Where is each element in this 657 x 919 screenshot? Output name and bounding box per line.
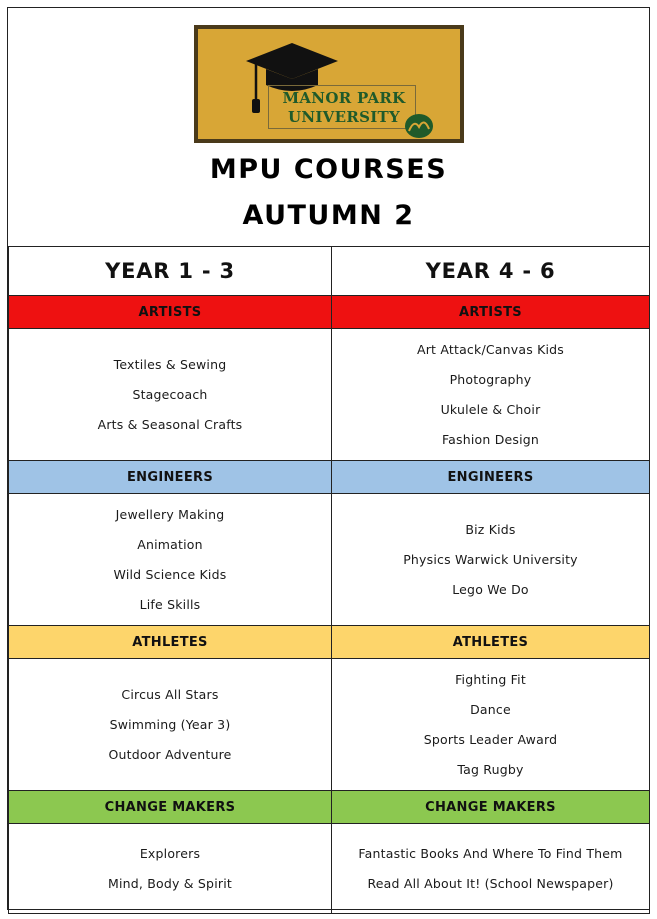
course-item: Read All About It! (School Newspaper): [367, 875, 614, 891]
course-item: Circus All Stars: [121, 686, 219, 702]
course-list: [9, 680, 331, 770]
category-label-change-makers-right: CHANGE MAKERS: [332, 791, 650, 824]
course-item: Jewellery Making: [115, 506, 225, 522]
course-item: Sports Leader Award: [423, 731, 558, 747]
course-list-row-athletes: [9, 659, 650, 791]
category-label-engineers-right: ENGINEERS: [332, 461, 650, 494]
category-label-engineers-left: ENGINEERS: [9, 461, 332, 494]
course-list-row-engineers: [9, 494, 650, 626]
course-list: [9, 350, 331, 440]
course-item: Fighting Fit: [455, 671, 526, 687]
header: [8, 8, 649, 246]
category-header-row-artists: [9, 296, 650, 329]
category-label-artists-right: ARTISTS: [332, 296, 650, 329]
course-item: Dance: [470, 701, 511, 717]
course-list: [332, 515, 649, 605]
course-item: Mind, Body & Spirit: [108, 875, 232, 891]
course-item: Physics Warwick University: [403, 551, 578, 567]
course-cell-artists-left: [9, 329, 332, 461]
category-header-row-engineers: [9, 461, 650, 494]
category-label-artists-left: ARTISTS: [9, 296, 332, 329]
category-label-athletes-right: ATHLETES: [332, 626, 650, 659]
course-cell-engineers-left: [9, 494, 332, 626]
category-header-row-change-makers: [9, 791, 650, 824]
course-item: Biz Kids: [465, 521, 516, 537]
course-cell-change-makers-left: [9, 824, 332, 914]
logo-name-line1: MANOR PARK: [282, 89, 406, 107]
course-list-row-change-makers: [9, 824, 650, 914]
course-list: [332, 665, 649, 785]
course-item: Animation: [137, 536, 203, 552]
category-label-athletes-left: ATHLETES: [9, 626, 332, 659]
course-list-row-artists: [9, 329, 650, 461]
year-header-row: [9, 247, 650, 296]
course-sheet: [7, 7, 650, 910]
course-list: [9, 500, 331, 620]
course-list: [9, 839, 331, 899]
category-label-change-makers-left: CHANGE MAKERS: [9, 791, 332, 824]
course-item: Life Skills: [139, 596, 201, 612]
course-item: Stagecoach: [132, 386, 208, 402]
category-rows: [9, 296, 650, 914]
course-table: [8, 246, 650, 914]
course-item: Fantastic Books And Where To Find Them: [358, 845, 623, 861]
course-item: Art Attack/Canvas Kids: [416, 341, 565, 357]
course-cell-athletes-left: [9, 659, 332, 791]
course-list: [332, 839, 649, 899]
course-item: Textiles & Sewing: [113, 356, 227, 372]
course-item: Tag Rugby: [457, 761, 524, 777]
course-item: Lego We Do: [452, 581, 529, 597]
logo-name: [274, 89, 414, 127]
course-item: Fashion Design: [441, 431, 540, 447]
university-logo: [194, 25, 464, 143]
course-item: Wild Science Kids: [113, 566, 227, 582]
page-title: MPU COURSES: [209, 154, 448, 185]
course-cell-athletes-right: [332, 659, 650, 791]
course-item: Explorers: [139, 845, 201, 861]
course-item: Arts & Seasonal Crafts: [97, 416, 243, 432]
course-item: Ukulele & Choir: [440, 401, 541, 417]
course-cell-change-makers-right: [332, 824, 650, 914]
course-item: Outdoor Adventure: [108, 746, 232, 762]
course-item: Photography: [449, 371, 532, 387]
year-1-3-heading: YEAR 1 - 3: [9, 247, 332, 296]
page-subtitle: AUTUMN 2: [242, 200, 415, 231]
category-header-row-athletes: [9, 626, 650, 659]
course-cell-engineers-right: [332, 494, 650, 626]
course-item: Swimming (Year 3): [109, 716, 231, 732]
course-list: [332, 335, 649, 455]
logo-name-line2: UNIVERSITY: [287, 108, 401, 126]
year-4-6-heading: YEAR 4 - 6: [332, 247, 650, 296]
course-cell-artists-right: [332, 329, 650, 461]
park-emblem-icon: [404, 113, 434, 139]
